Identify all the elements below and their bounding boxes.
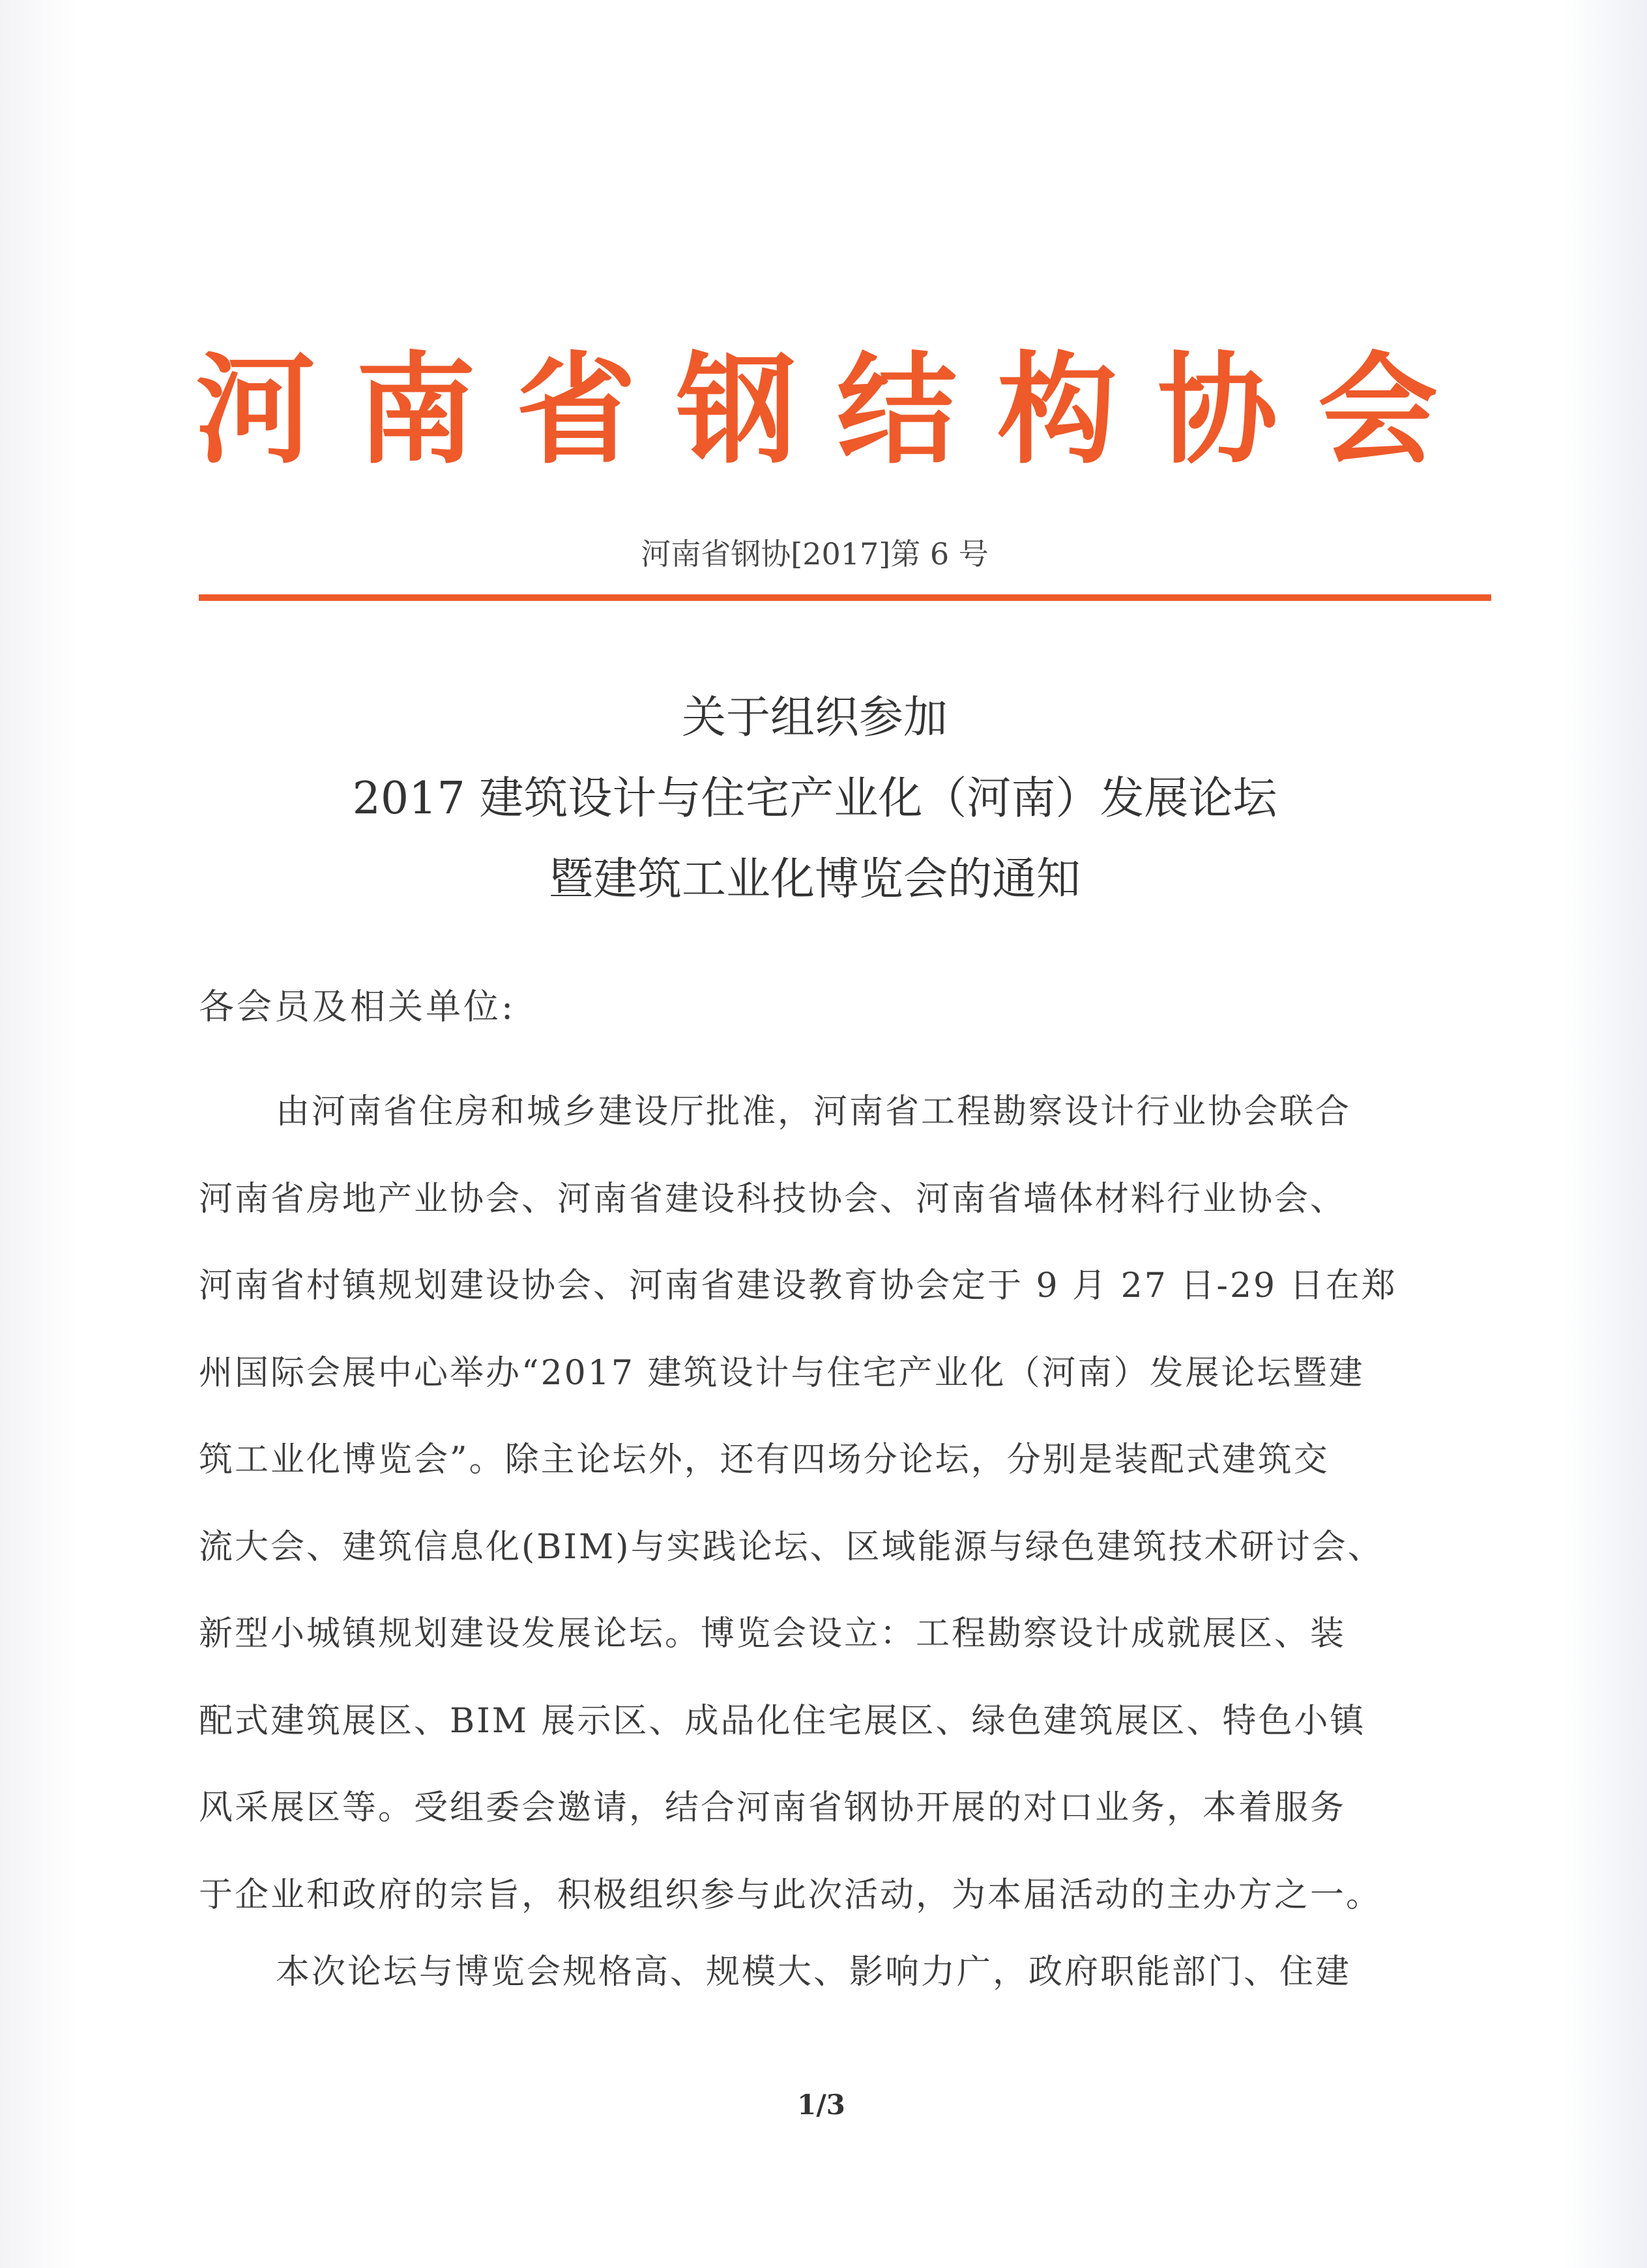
document-number: 河南省钢协[2017]第 6 号 (641, 536, 989, 572)
salutation: 各会员及相关单位: (199, 986, 516, 1027)
body-line: 河南省村镇规划建设协会、河南省建设教育协会定于 9 月 27 日-29 日在郑 (199, 1266, 1397, 1305)
body-paragraph-2: 本次论坛与博览会规格高、规模大、影响力广，政府职能部门、住建 (276, 1953, 1352, 1992)
header-divider-rule (199, 594, 1491, 601)
body-line: 流大会、建筑信息化(BIM)与实践论坛、区域能源与绿色建筑技术研讨会、 (199, 1527, 1384, 1567)
body-line: 由河南省住房和城乡建设厅批准，河南省工程勘察设计行业协会联合 (276, 1092, 1352, 1131)
body-line: 新型小城镇规划建设发展论坛。博览会设立：工程勘察设计成就展区、装 (199, 1614, 1347, 1653)
notice-title-line-2: 2017 建筑设计与住宅产业化（河南）发展论坛 (352, 773, 1277, 824)
body-line: 州国际会展中心举办“2017 建筑设计与住宅产业化（河南）发展论坛暨建 (199, 1353, 1365, 1393)
body-paragraph-1 (199, 1069, 1470, 1939)
organization-title: 河南省钢结构协会 (196, 341, 1479, 480)
body-line: 河南省房地产业协会、河南省建设科技协会、河南省墙体材料行业协会、 (199, 1179, 1347, 1219)
body-line: 筑工业化博览会”。除主论坛外，还有四场分论坛，分别是装配式建筑交 (199, 1440, 1330, 1479)
body-line: 于企业和政府的宗旨，积极组织参与此次活动，为本届活动的主办方之一。 (199, 1875, 1382, 1915)
page-number: 1/3 (797, 2089, 845, 2121)
notice-title-line-1: 关于组织参加 (681, 692, 948, 744)
body-line: 风采展区等。受组委会邀请，结合河南省钢协开展的对口业务，本着服务 (199, 1788, 1347, 1827)
notice-title (196, 678, 1434, 920)
body-line: 配式建筑展区、BIM 展示区、成品化住宅展区、绿色建筑展区、特色小镇 (199, 1701, 1366, 1741)
notice-title-line-3: 暨建筑工业化博览会的通知 (548, 854, 1081, 905)
